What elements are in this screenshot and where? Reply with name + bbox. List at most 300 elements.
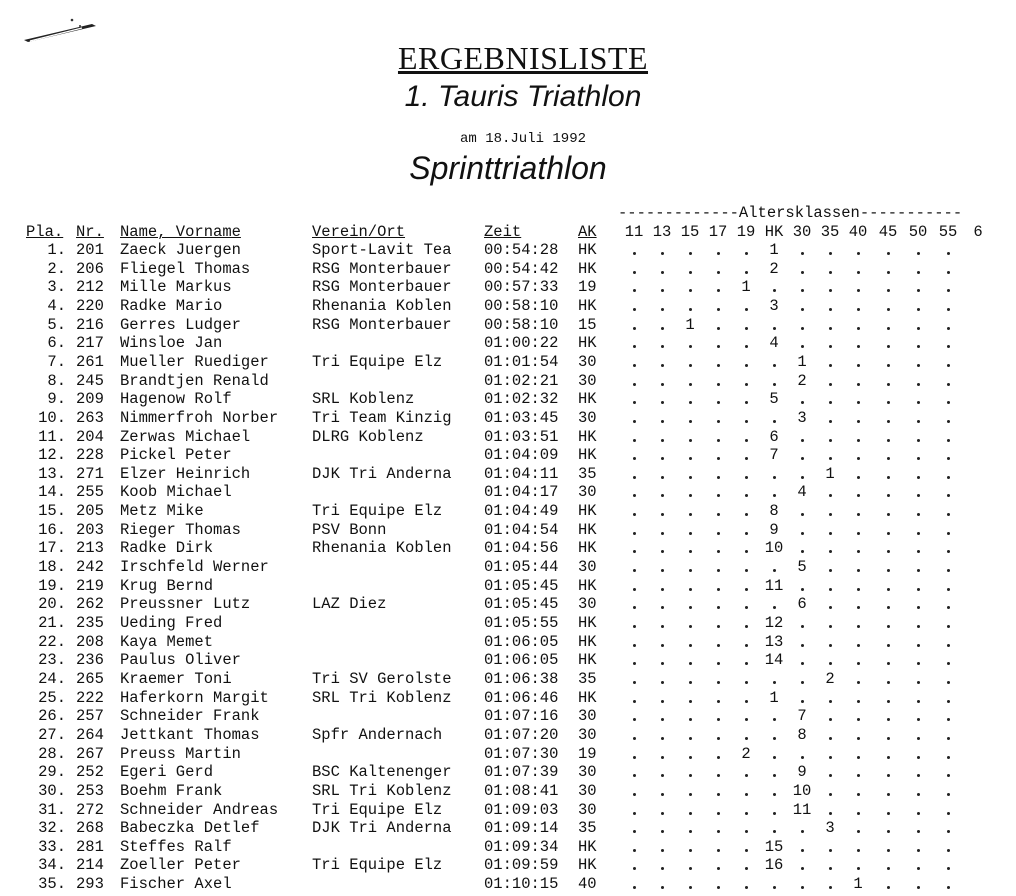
class-rank: 3 xyxy=(769,296,779,315)
class-rank: 9 xyxy=(797,763,807,782)
age-class-header: 50 xyxy=(908,223,928,241)
result-row xyxy=(0,745,1016,764)
leader-dot xyxy=(745,252,748,255)
result-row xyxy=(0,875,1016,894)
leader-dot xyxy=(857,532,860,535)
leader-dot xyxy=(661,271,664,274)
leader-dot xyxy=(947,364,950,367)
leader-dot xyxy=(801,513,804,516)
event-name: 1. Tauris Triathlon xyxy=(404,80,642,113)
cell-nr: 265 xyxy=(76,669,104,688)
leader-dot xyxy=(947,774,950,777)
leader-dot xyxy=(947,569,950,572)
leader-dot xyxy=(947,383,950,386)
leader-dot xyxy=(947,420,950,423)
class-rank: 10 xyxy=(764,539,784,558)
leader-dot xyxy=(633,271,636,274)
class-rank: 13 xyxy=(764,632,784,651)
leader-dot xyxy=(917,756,920,759)
cell-ak: 40 xyxy=(578,875,597,894)
cell-pla: 3. xyxy=(47,278,66,297)
leader-dot xyxy=(887,830,890,833)
leader-dot xyxy=(829,532,832,535)
cell-ak: HK xyxy=(578,296,597,315)
leader-dot xyxy=(887,718,890,721)
leader-dot xyxy=(633,830,636,833)
cell-zeit: 01:03:45 xyxy=(484,408,559,427)
cell-name: Gerres Ludger xyxy=(120,315,241,334)
leader-dot xyxy=(829,439,832,442)
leader-dot xyxy=(633,606,636,609)
leader-dot xyxy=(633,532,636,535)
cell-name: Elzer Heinrich xyxy=(120,464,251,483)
leader-dot xyxy=(689,644,692,647)
result-row xyxy=(0,316,1016,335)
cell-verein: Rhenania Koblen xyxy=(312,296,452,315)
leader-dot xyxy=(717,494,720,497)
leader-dot xyxy=(887,662,890,665)
cell-zeit: 01:04:09 xyxy=(484,446,559,465)
leader-dot xyxy=(689,383,692,386)
cell-ak: HK xyxy=(578,259,597,278)
leader-dot xyxy=(745,271,748,274)
class-rank: 4 xyxy=(797,483,807,502)
cell-ak: 30 xyxy=(578,800,597,819)
leader-dot xyxy=(947,457,950,460)
leader-dot xyxy=(829,886,832,889)
leader-dot xyxy=(947,271,950,274)
cell-name: Metz Mike xyxy=(120,502,204,521)
leader-dot xyxy=(689,289,692,292)
cell-pla: 22. xyxy=(38,632,66,651)
leader-dot xyxy=(887,327,890,330)
cell-ak: 30 xyxy=(578,781,597,800)
leader-dot xyxy=(633,867,636,870)
leader-dot xyxy=(689,793,692,796)
leader-dot xyxy=(801,550,804,553)
cell-nr: 216 xyxy=(76,315,104,334)
leader-dot xyxy=(947,252,950,255)
leader-dot xyxy=(857,513,860,516)
leader-dot xyxy=(773,364,776,367)
leader-dot xyxy=(661,420,664,423)
leader-dot xyxy=(661,532,664,535)
leader-dot xyxy=(745,476,748,479)
cell-name: Kraemer Toni xyxy=(120,669,232,688)
leader-dot xyxy=(947,756,950,759)
cell-zeit: 01:07:16 xyxy=(484,707,559,726)
leader-dot xyxy=(661,289,664,292)
cell-verein: Tri Equipe Elz xyxy=(312,856,443,875)
result-row xyxy=(0,726,1016,745)
cell-pla: 2. xyxy=(47,259,66,278)
leader-dot xyxy=(947,718,950,721)
leader-dot xyxy=(801,625,804,628)
leader-dot xyxy=(689,737,692,740)
leader-dot xyxy=(661,569,664,572)
cell-zeit: 01:04:49 xyxy=(484,502,559,521)
cell-nr: 268 xyxy=(76,819,104,838)
leader-dot xyxy=(829,569,832,572)
leader-dot xyxy=(745,569,748,572)
leader-dot xyxy=(717,625,720,628)
cell-pla: 17. xyxy=(38,539,66,558)
leader-dot xyxy=(917,308,920,311)
leader-dot xyxy=(857,308,860,311)
leader-dot xyxy=(689,476,692,479)
leader-dot xyxy=(887,289,890,292)
leader-dot xyxy=(801,401,804,404)
result-row xyxy=(0,651,1016,670)
leader-dot xyxy=(857,457,860,460)
leader-dot xyxy=(745,700,748,703)
result-row xyxy=(0,260,1016,279)
cell-name: Babeczka Detlef xyxy=(120,819,260,838)
leader-dot xyxy=(717,830,720,833)
leader-dot xyxy=(917,700,920,703)
leader-dot xyxy=(829,457,832,460)
result-row xyxy=(0,633,1016,652)
leader-dot xyxy=(661,700,664,703)
leader-dot xyxy=(917,793,920,796)
leader-dot xyxy=(829,345,832,348)
leader-dot xyxy=(917,588,920,591)
cell-name: Nimmerfroh Norber xyxy=(120,408,279,427)
leader-dot xyxy=(887,308,890,311)
col-header-zeit: Zeit xyxy=(484,223,522,241)
cell-zeit: 01:09:14 xyxy=(484,819,559,838)
cell-zeit: 01:05:44 xyxy=(484,558,559,577)
leader-dot xyxy=(887,812,890,815)
leader-dot xyxy=(829,737,832,740)
cell-name: Fliegel Thomas xyxy=(120,259,251,278)
cell-pla: 4. xyxy=(47,296,66,315)
leader-dot xyxy=(829,867,832,870)
leader-dot xyxy=(661,644,664,647)
leader-dot xyxy=(947,494,950,497)
leader-dot xyxy=(857,774,860,777)
leader-dot xyxy=(917,644,920,647)
leader-dot xyxy=(917,849,920,852)
leader-dot xyxy=(801,532,804,535)
leader-dot xyxy=(857,867,860,870)
leader-dot xyxy=(717,588,720,591)
leader-dot xyxy=(887,774,890,777)
leader-dot xyxy=(661,886,664,889)
cell-zeit: 01:07:39 xyxy=(484,763,559,782)
leader-dot xyxy=(633,774,636,777)
leader-dot xyxy=(689,271,692,274)
age-class-header: 40 xyxy=(848,223,868,241)
class-rank: 7 xyxy=(797,707,807,726)
cell-nr: 253 xyxy=(76,781,104,800)
cell-ak: HK xyxy=(578,520,597,539)
leader-dot xyxy=(917,327,920,330)
leader-dot xyxy=(745,532,748,535)
leader-dot xyxy=(689,625,692,628)
leader-dot xyxy=(829,327,832,330)
leader-dot xyxy=(857,812,860,815)
cell-verein: Tri SV Gerolste xyxy=(312,669,452,688)
cell-pla: 7. xyxy=(47,352,66,371)
cell-name: Preuss Martin xyxy=(120,744,241,763)
leader-dot xyxy=(661,383,664,386)
cell-nr: 281 xyxy=(76,837,104,856)
leader-dot xyxy=(801,252,804,255)
cell-nr: 204 xyxy=(76,427,104,446)
leader-dot xyxy=(745,849,748,852)
leader-dot xyxy=(801,681,804,684)
cell-ak: 30 xyxy=(578,763,597,782)
cell-name: Brandtjen Renald xyxy=(120,371,269,390)
class-rank: 1 xyxy=(797,352,807,371)
leader-dot xyxy=(745,439,748,442)
leader-dot xyxy=(917,569,920,572)
leader-dot xyxy=(829,289,832,292)
cell-zeit: 01:09:59 xyxy=(484,856,559,875)
result-row xyxy=(0,334,1016,353)
cell-pla: 25. xyxy=(38,688,66,707)
leader-dot xyxy=(717,457,720,460)
leader-dot xyxy=(887,625,890,628)
cell-name: Radke Dirk xyxy=(120,539,214,558)
cell-name: Irschfeld Werner xyxy=(120,558,269,577)
leader-dot xyxy=(633,513,636,516)
result-row xyxy=(0,819,1016,838)
cell-pla: 28. xyxy=(38,744,66,763)
cell-name: Preussner Lutz xyxy=(120,595,251,614)
cell-nr: 217 xyxy=(76,334,104,353)
leader-dot xyxy=(717,718,720,721)
leader-dot xyxy=(661,588,664,591)
leader-dot xyxy=(661,625,664,628)
leader-dot xyxy=(801,849,804,852)
cell-nr: 236 xyxy=(76,651,104,670)
altersklassen-banner: -------------Altersklassen----------- xyxy=(618,204,963,222)
cell-verein: DJK Tri Anderna xyxy=(312,819,452,838)
cell-nr: 264 xyxy=(76,725,104,744)
cell-name: Mille Markus xyxy=(120,278,232,297)
cell-nr: 201 xyxy=(76,241,104,259)
leader-dot xyxy=(745,401,748,404)
leader-dot xyxy=(947,625,950,628)
cell-name: Radke Mario xyxy=(120,296,223,315)
leader-dot xyxy=(717,793,720,796)
cell-nr: 245 xyxy=(76,371,104,390)
result-row xyxy=(0,465,1016,484)
cell-zeit: 01:04:54 xyxy=(484,520,559,539)
cell-nr: 272 xyxy=(76,800,104,819)
leader-dot xyxy=(917,737,920,740)
result-row xyxy=(0,409,1016,428)
leader-dot xyxy=(887,401,890,404)
cell-zeit: 01:07:30 xyxy=(484,744,559,763)
cell-verein: LAZ Diez xyxy=(312,595,387,614)
leader-dot xyxy=(801,271,804,274)
leader-dot xyxy=(887,383,890,386)
leader-dot xyxy=(745,774,748,777)
leader-dot xyxy=(857,439,860,442)
leader-dot xyxy=(917,550,920,553)
leader-dot xyxy=(801,327,804,330)
cell-pla: 23. xyxy=(38,651,66,670)
leader-dot xyxy=(917,494,920,497)
class-rank: 16 xyxy=(764,856,784,875)
cell-ak: 30 xyxy=(578,352,597,371)
leader-dot xyxy=(661,513,664,516)
result-row xyxy=(0,446,1016,465)
leader-dot xyxy=(887,793,890,796)
class-rank: 2 xyxy=(797,371,807,390)
class-rank: 1 xyxy=(769,241,779,259)
cell-ak: 35 xyxy=(578,819,597,838)
leader-dot xyxy=(801,662,804,665)
leader-dot xyxy=(633,364,636,367)
leader-dot xyxy=(661,793,664,796)
age-class-header: 19 xyxy=(736,223,756,241)
race-category: Sprinttriathlon xyxy=(409,150,607,186)
leader-dot xyxy=(689,718,692,721)
leader-dot xyxy=(717,420,720,423)
col-header-verein: Verein/Ort xyxy=(312,223,406,241)
cell-verein: Spfr Andernach xyxy=(312,725,443,744)
cell-ak: HK xyxy=(578,427,597,446)
leader-dot xyxy=(947,401,950,404)
leader-dot xyxy=(717,756,720,759)
leader-dot xyxy=(829,625,832,628)
leader-dot xyxy=(717,681,720,684)
leader-dot xyxy=(689,886,692,889)
cell-zeit: 01:04:17 xyxy=(484,483,559,502)
leader-dot xyxy=(661,774,664,777)
leader-dot xyxy=(745,494,748,497)
cell-zeit: 01:06:46 xyxy=(484,688,559,707)
leader-dot xyxy=(633,569,636,572)
leader-dot xyxy=(773,681,776,684)
leader-dot xyxy=(633,383,636,386)
leader-dot xyxy=(857,401,860,404)
leader-dot xyxy=(633,849,636,852)
leader-dot xyxy=(857,327,860,330)
leader-dot xyxy=(661,476,664,479)
leader-dot xyxy=(917,830,920,833)
cell-zeit: 01:05:55 xyxy=(484,614,559,632)
leader-dot xyxy=(917,513,920,516)
leader-dot xyxy=(801,830,804,833)
class-rank: 5 xyxy=(797,558,807,577)
leader-dot xyxy=(917,718,920,721)
leader-dot xyxy=(717,774,720,777)
leader-dot xyxy=(829,364,832,367)
cell-ak: 30 xyxy=(578,371,597,390)
cell-nr: 242 xyxy=(76,558,104,577)
class-rank: 8 xyxy=(769,502,779,521)
leader-dot xyxy=(829,271,832,274)
leader-dot xyxy=(633,681,636,684)
leader-dot xyxy=(633,420,636,423)
leader-dot xyxy=(661,550,664,553)
cell-ak: HK xyxy=(578,539,597,558)
leader-dot xyxy=(857,662,860,665)
cell-pla: 18. xyxy=(38,558,66,577)
cell-pla: 31. xyxy=(38,800,66,819)
cell-verein: RSG Monterbauer xyxy=(312,315,452,334)
leader-dot xyxy=(717,532,720,535)
leader-dot xyxy=(801,700,804,703)
leader-dot xyxy=(717,383,720,386)
leader-dot xyxy=(689,345,692,348)
leader-dot xyxy=(887,644,890,647)
cell-zeit: 01:09:03 xyxy=(484,800,559,819)
leader-dot xyxy=(717,812,720,815)
result-row xyxy=(0,838,1016,857)
leader-dot xyxy=(801,588,804,591)
leader-dot xyxy=(829,849,832,852)
result-row xyxy=(0,241,1016,260)
leader-dot xyxy=(887,457,890,460)
leader-dot xyxy=(661,308,664,311)
cell-verein: Sport-Lavit Tea xyxy=(312,241,452,259)
leader-dot xyxy=(689,662,692,665)
leader-dot xyxy=(857,271,860,274)
leader-dot xyxy=(917,439,920,442)
leader-dot xyxy=(917,383,920,386)
cell-nr: 263 xyxy=(76,408,104,427)
leader-dot xyxy=(887,756,890,759)
leader-dot xyxy=(887,849,890,852)
leader-dot xyxy=(917,867,920,870)
leader-dot xyxy=(633,494,636,497)
leader-dot xyxy=(887,494,890,497)
leader-dot xyxy=(633,476,636,479)
cell-ak: 30 xyxy=(578,558,597,577)
leader-dot xyxy=(829,513,832,516)
leader-dot xyxy=(745,364,748,367)
cell-zeit: 01:06:05 xyxy=(484,651,559,670)
leader-dot xyxy=(773,420,776,423)
cell-verein: SRL Koblenz xyxy=(312,390,415,409)
leader-dot xyxy=(801,644,804,647)
cell-ak: HK xyxy=(578,614,597,632)
cell-verein: Tri Team Kinzig xyxy=(312,408,452,427)
cell-pla: 33. xyxy=(38,837,66,856)
leader-dot xyxy=(773,830,776,833)
cell-ak: 15 xyxy=(578,315,597,334)
cell-nr: 257 xyxy=(76,707,104,726)
leader-dot xyxy=(857,718,860,721)
leader-dot xyxy=(857,289,860,292)
result-row xyxy=(0,353,1016,372)
leader-dot xyxy=(689,756,692,759)
leader-dot xyxy=(947,867,950,870)
col-header-nr: Nr. xyxy=(76,223,104,241)
leader-dot xyxy=(745,550,748,553)
cell-name: Steffes Ralf xyxy=(120,837,232,856)
leader-dot xyxy=(801,756,804,759)
cell-zeit: 01:07:20 xyxy=(484,725,559,744)
leader-dot xyxy=(661,867,664,870)
leader-dot xyxy=(801,308,804,311)
leader-dot xyxy=(689,401,692,404)
leader-dot xyxy=(887,420,890,423)
leader-dot xyxy=(745,606,748,609)
cell-verein: DLRG Koblenz xyxy=(312,427,424,446)
leader-dot xyxy=(717,364,720,367)
leader-dot xyxy=(829,718,832,721)
class-rank: 1 xyxy=(685,315,695,334)
cell-pla: 8. xyxy=(47,371,66,390)
cell-name: Zerwas Michael xyxy=(120,427,251,446)
